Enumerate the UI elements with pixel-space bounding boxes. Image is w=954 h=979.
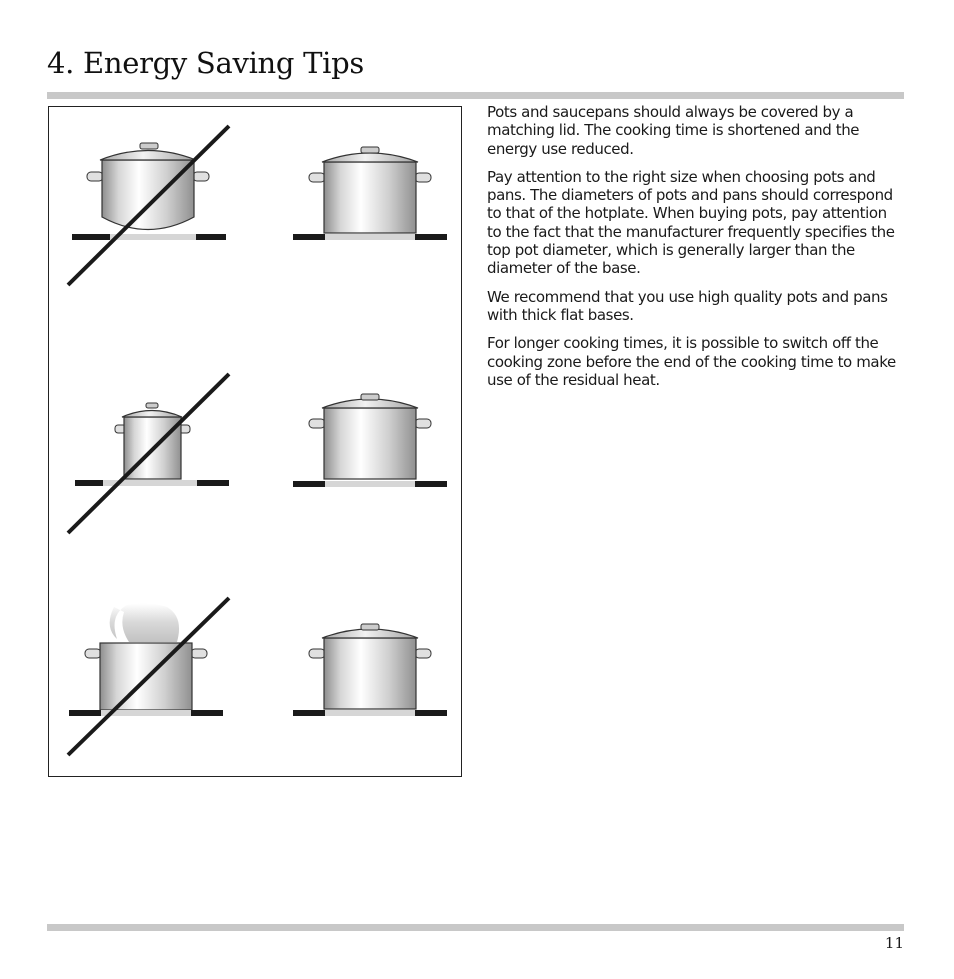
wrong-convex-base-pot <box>68 126 229 285</box>
correct-flat-base-pot <box>293 147 447 240</box>
correct-covered-pot <box>293 624 447 716</box>
strike-through-line <box>68 374 229 533</box>
footer-rule <box>47 924 904 931</box>
wrong-uncovered-pot <box>68 598 229 755</box>
page-title: 4. Energy Saving Tips <box>47 46 364 80</box>
steam-icon <box>110 603 179 642</box>
pot-illustrations <box>49 107 463 778</box>
tip-paragraph-residual-heat: For longer cooking times, it is possible to switch off the cooking zone before the end of the cooking time to make use of the residual heat. <box>487 334 896 389</box>
tip-paragraph-quality: We recommend that you use high quality pots and pans with thick flat bases. <box>487 287 888 324</box>
page-number: 11 <box>884 934 904 952</box>
header-rule <box>47 92 904 99</box>
wrong-small-pot <box>68 374 229 533</box>
strike-through-line <box>68 126 229 285</box>
correct-sized-pot <box>293 394 447 487</box>
tip-paragraph-size: Pay attention to the right size when choosing pots and pans. The diameters of pots and pans should correspond to that of the hotplate. When buying pots, pay attention to the fact that the manufacturer frequently specifies the top pot diameter, which is generally larger than the diameter of the base. <box>487 167 895 278</box>
tip-paragraph-lid: Pots and saucepans should always be covered by a matching lid. The cooking time is shortened and the energy use reduced. <box>487 103 860 158</box>
tips-text <box>487 103 902 399</box>
pot-illustrations-panel <box>48 106 462 777</box>
